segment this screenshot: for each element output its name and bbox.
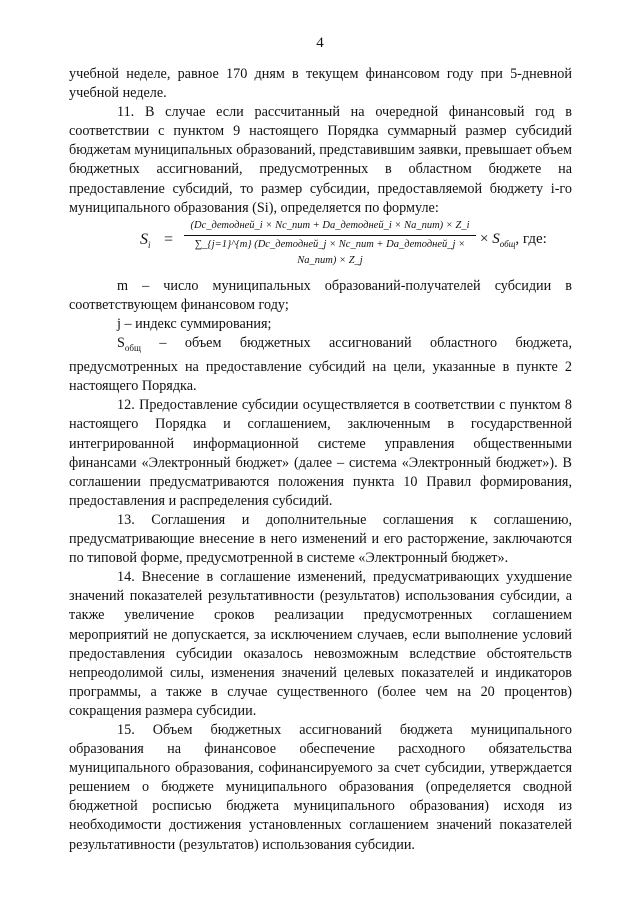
text-block-bottom [69, 277, 572, 855]
paragraph-12: 12. Предоставление субсидии осуществляется в соответствии с пунктом 8 настоящего Порядка и соглашением, заключенным в государственной интегрированной информационной системе управления общественными финансами «Электронный бюджет» (далее – система «Электронный бюджет»). В соглашении предусматриваются положения пункта 10 Правил формирования, предоставления и распределения субсидий. [69, 397, 572, 509]
definition-m: m – число муниципальных образований-получателей субсидии в соответствующем финансовом году; [69, 278, 572, 314]
formula-rhs: × $S_{общ}$, где: [480, 231, 547, 249]
formula-fraction [184, 218, 476, 269]
formula-numerator: (Dc_детодней_i × Nc_пит + Da_детодней_i × Na_пит) × Z_i [184, 218, 476, 236]
definition-j: j – индекс суммирования; [117, 316, 272, 333]
paragraph-13: 13. Соглашения и дополнительные соглашения к соглашению, предусматривающие внесение в него изменений и его расторжение, заключаются по типовой форме, предусмотренной в системе «Электронный бюджет». [69, 511, 572, 567]
paragraph-continued: учебной неделе, равное 170 дням в текущем финансовом году при 5-дневной учебной неделе. [69, 66, 572, 102]
paragraph-15: 15. Объем бюджетных ассигнований бюджета муниципального образования на финансовое обеспечение расходного обязательства муниципального образования, софинансируемого за счет субсидии, утверждается решением о бюджете муниципального образования (определяется сводной бюджетной росписью бюджета муниципального образования) исходя из необходимости достижения установленных соглашением значений показателей результативности (результатов) использования субсидии. [69, 721, 572, 853]
paragraph-14: 14. Внесение в соглашение изменений, предусматривающих ухудшение значений показателей результативности (результатов) использования субсидии, а также увеличение сроков реализации предусмотренных соглашением мероприятий не допускается, за исключением случаев, если выполнение условий предоставления субсидии оказалось невозможным вследствие обстоятельств непреодолимой силы, изменения значений целевых показателей и индикаторов программы, а также в случае существенного (более чем на 20 процентов) сокращения размера субсидии. [69, 569, 572, 719]
formula-equals: = [164, 231, 174, 248]
paragraph-11: 11. В случае если рассчитанный на очередной финансовый год в соответствии с пунктом 9 настоящего Порядка суммарный размер субсидий бюджетам муниципальных образований, представившим заявки, превышает объем бюджетных ассигнований, предусмотренных в областном бюджете на предоставление субсидий, то размер субсидии, предоставляемой бюджету i-го муниципального образования (Si), определяется по формуле: [69, 104, 572, 216]
page-number: 4 [316, 35, 324, 51]
formula-denominator: ∑_{j=1}^{m} (Dc_детодней_j × Nc_пит + Da_детодней_j × Na_пит) × Z_j [194, 239, 466, 266]
text-block-top [69, 65, 572, 218]
formula-lhs: $S_i$ [140, 231, 151, 251]
definition-s-total: $S_{общ}$ – объем бюджетных ассигнований областного бюджета, предусмотренных на предоставление субсидий на цели, указанные в пункте 2 настоящего Порядка. [69, 335, 572, 395]
subsidy-formula [140, 218, 572, 264]
